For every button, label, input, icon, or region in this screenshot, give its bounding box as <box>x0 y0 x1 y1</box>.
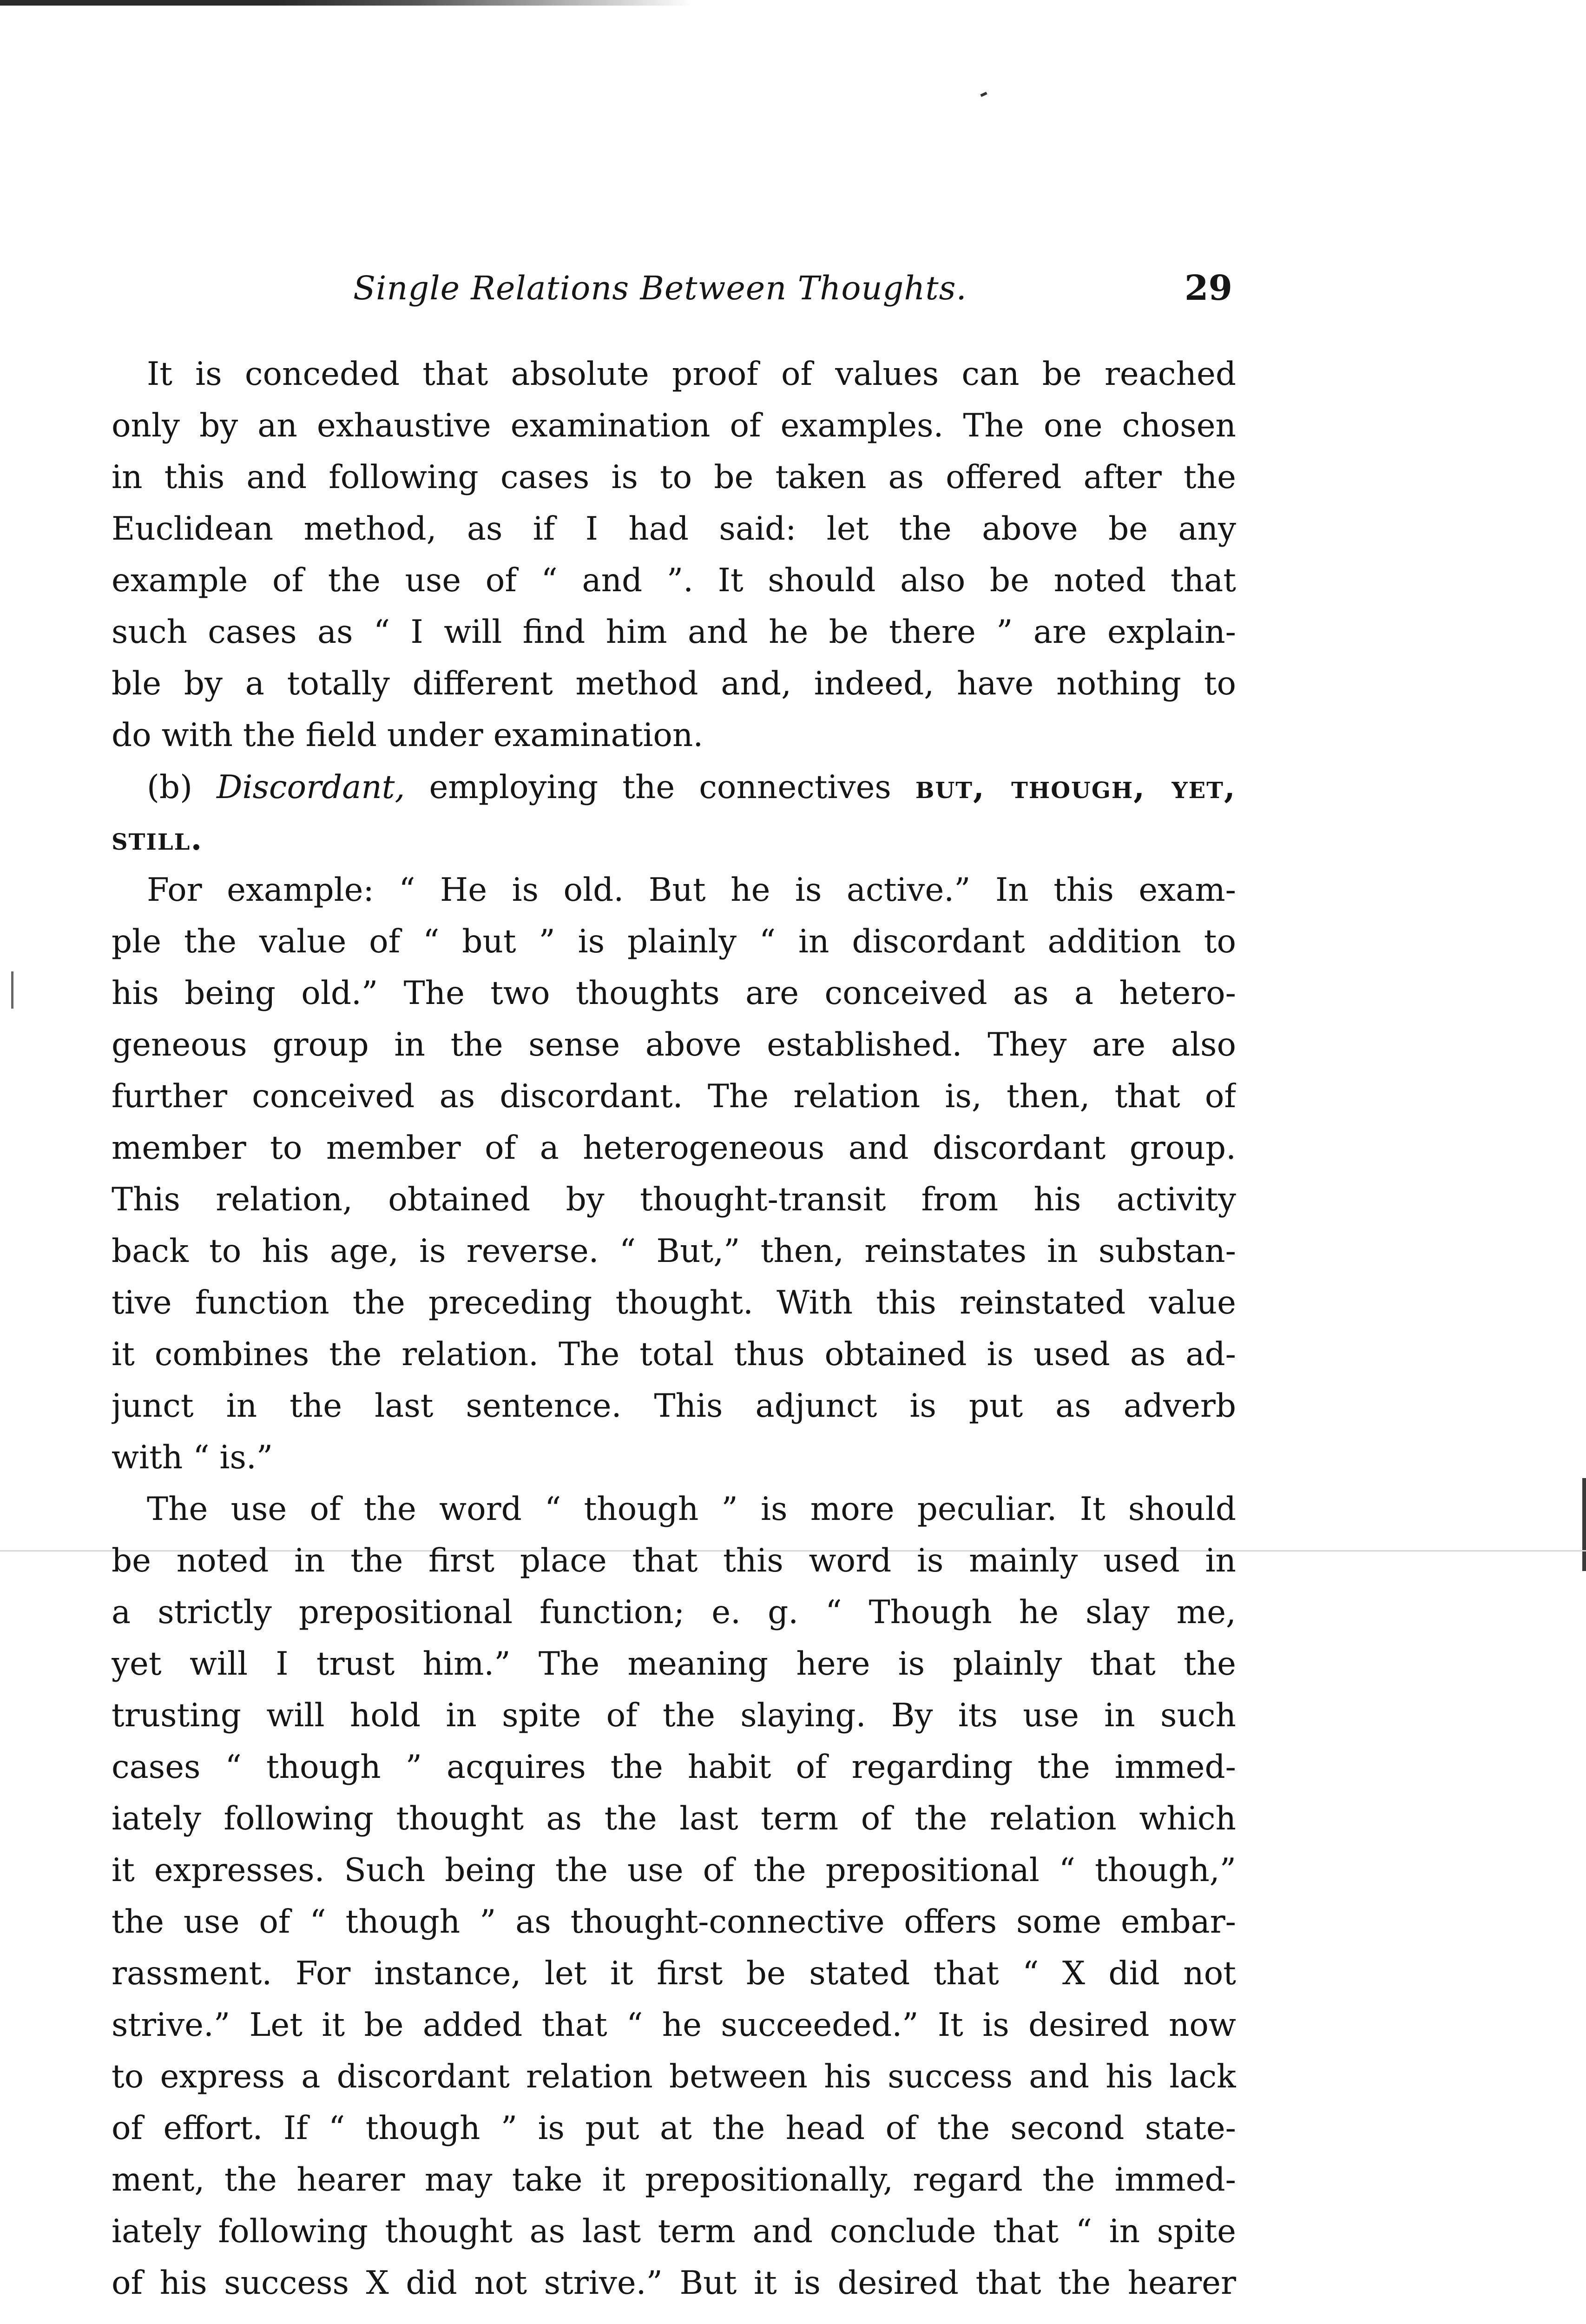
text-line: it expresses. Such being the use of the prepositional “ though,” <box>112 1852 1236 1889</box>
text-line: strive.” Let it be added that “ he succeeded.” It is desired now <box>112 2007 1236 2044</box>
connectives-list: still. <box>112 820 203 858</box>
text-line: junct in the last sentence. This adjunct is put as adverb <box>112 1387 1236 1425</box>
text-line: geneous group in the sense above established. They are also <box>112 1026 1236 1063</box>
text-line: The use of the word “ though ” is more peculiar. It should <box>147 1491 1236 1528</box>
section-text: employing the connectives <box>405 769 915 806</box>
text-line: yet will I trust him.” The meaning here is plainly that the <box>112 1645 1236 1683</box>
margin-mark <box>11 971 13 1009</box>
text-line: further conceived as discordant. The relation is, then, that of <box>112 1078 1236 1115</box>
text-line: do with the field under examination. <box>112 717 704 754</box>
text-line: only by an exhaustive examination of examples. The one chosen <box>112 407 1236 444</box>
text-line: ble by a totally different method and, indeed, have nothing to <box>112 665 1236 702</box>
connectives-list: but, though, yet, <box>915 768 1236 806</box>
text-line: in this and following cases is to be taken as offered after the <box>112 459 1236 496</box>
text-line: cases “ though ” acquires the habit of regarding the immed- <box>112 1749 1236 1786</box>
text-line: with “ is.” <box>112 1439 273 1476</box>
section-heading-line <box>112 813 1236 865</box>
text-line: iately following thought as last term and conclude that “ in spite <box>112 2213 1236 2250</box>
text-line: it combines the relation. The total thus obtained is used as ad- <box>112 1336 1236 1373</box>
text-line: This relation, obtained by thought-transit from his activity <box>112 1181 1236 1218</box>
text-line: It is conceded that absolute proof of values can be reached <box>147 356 1236 393</box>
text-line: of effort. If “ though ” is put at the head of the second state- <box>112 2110 1236 2147</box>
text-line: rassment. For instance, let it first be stated that “ X did not <box>112 1955 1236 1992</box>
body-text <box>112 349 1236 2309</box>
text-line: his being old.” The two thoughts are conceived as a hetero- <box>112 975 1236 1012</box>
page-top-edge <box>0 0 692 6</box>
running-head: Single Relations Between Thoughts. <box>353 269 967 307</box>
text-line: ple the value of “ but ” is plainly “ in discordant addition to <box>112 923 1236 960</box>
text-line: a strictly prepositional function; e. g. “ Though he slay me, <box>112 1594 1236 1631</box>
page-header <box>112 260 1236 316</box>
text-line: trusting will hold in spite of the slaying. By its use in such <box>112 1697 1236 1734</box>
page-number: 29 <box>1185 268 1232 308</box>
text-line: of his success X did not strive.” But it is desired that the hearer <box>112 2265 1236 2302</box>
text-line: the use of “ though ” as thought-connective offers some embar- <box>112 1903 1236 1941</box>
text-line: such cases as “ I will find him and he be there ” are explain- <box>112 614 1236 651</box>
text-line: Euclidean method, as if I had said: let the above be any <box>112 510 1236 548</box>
edge-mark <box>1582 1478 1586 1571</box>
text-line: be noted in the first place that this word is mainly used in <box>112 1542 1236 1579</box>
text-line: tive function the preceding thought. With this reinstated value <box>112 1284 1236 1321</box>
text-line: member to member of a heterogeneous and discordant group. <box>112 1129 1236 1167</box>
ink-speck <box>980 92 987 97</box>
text-line: ment, the hearer may take it prepositionally, regard the immed- <box>112 2161 1236 2199</box>
text-line: to express a discordant relation between his success and his lack <box>112 2058 1236 2095</box>
text-line: back to his age, is reverse. “ But,” then, reinstates in substan- <box>112 1233 1236 1270</box>
section-label: (b) <box>147 769 217 806</box>
section-term: Discordant, <box>217 769 405 806</box>
text-line: example of the use of “ and ”. It should also be noted that <box>112 562 1236 599</box>
section-heading-line <box>112 761 1236 813</box>
text-line: For example: “ He is old. But he is active.” In this exam- <box>147 872 1236 909</box>
text-line: iately following thought as the last term of the relation which <box>112 1800 1236 1837</box>
